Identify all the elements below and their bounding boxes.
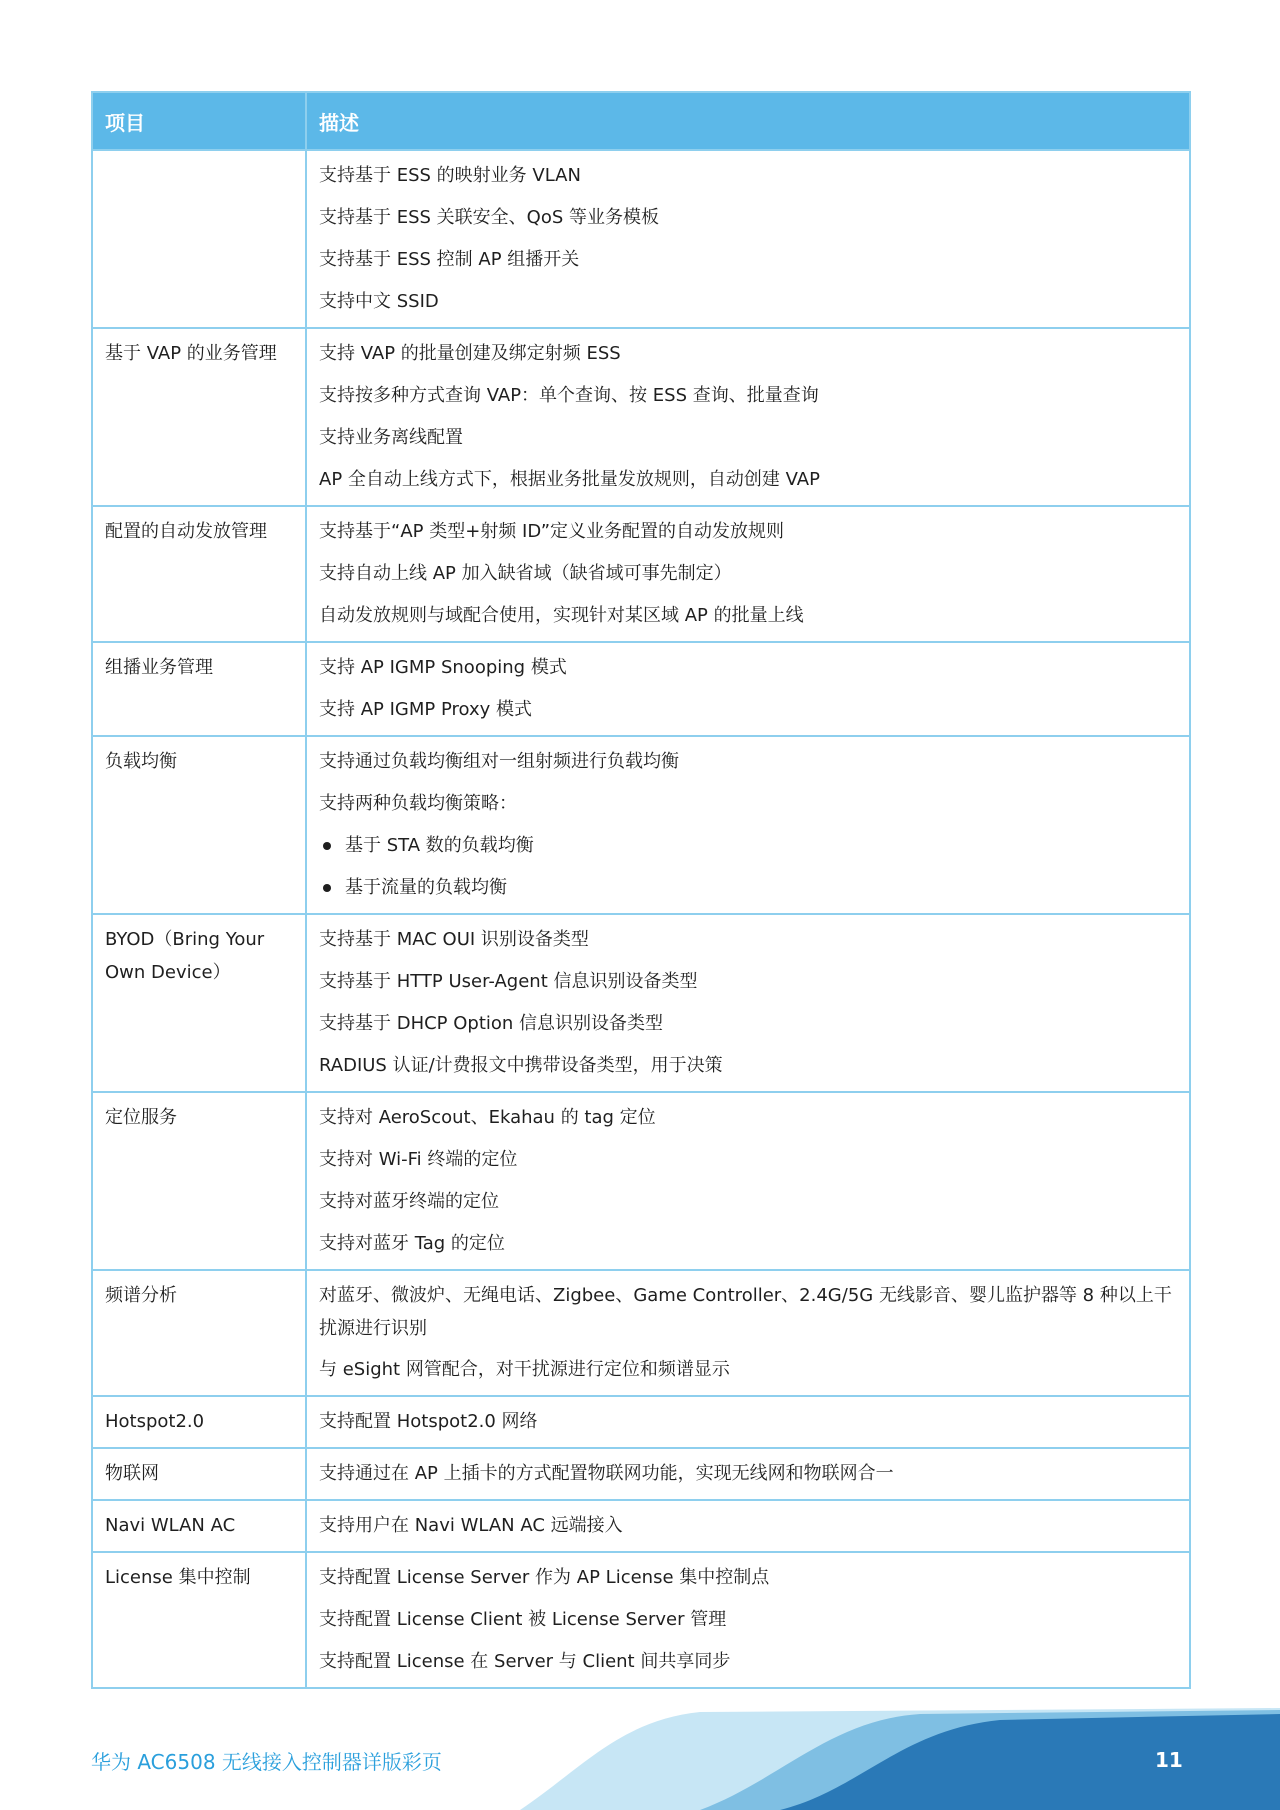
description-cell	[306, 1396, 1190, 1448]
description-line: 支持对蓝牙 Tag 的定位	[319, 1233, 505, 1254]
table-row	[92, 1500, 1190, 1552]
item-text: 频谱分析	[105, 1285, 177, 1306]
item-cell	[92, 328, 306, 506]
description-line: 支持配置 License Client 被 License Server 管理	[319, 1609, 727, 1630]
description-line: RADIUS 认证/计费报文中携带设备类型，用于决策	[319, 1055, 723, 1076]
item-cell	[92, 1448, 306, 1500]
bullet-item	[319, 871, 1179, 905]
description-line: 支持基于 ESS 关联安全、QoS 等业务模板	[319, 207, 659, 228]
item-cell	[92, 150, 306, 328]
description-line: 支持业务离线配置	[319, 427, 463, 448]
bullet-dot-icon	[323, 884, 331, 892]
description-cell	[306, 1092, 1190, 1270]
description-line: 支持通过负载均衡组对一组射频进行负载均衡	[319, 751, 679, 772]
item-text: 配置的自动发放管理	[105, 521, 267, 542]
item-text: 负载均衡	[105, 751, 177, 772]
page-number: 11	[1155, 1748, 1183, 1772]
table-row	[92, 914, 1190, 1092]
description-line: AP 全自动上线方式下，根据业务批量发放规则，自动创建 VAP	[319, 469, 820, 490]
description-line: 支持用户在 Navi WLAN AC 远端接入	[319, 1515, 623, 1536]
item-cell	[92, 736, 306, 914]
description-line: 支持两种负载均衡策略：	[319, 793, 517, 814]
item-cell	[92, 1270, 306, 1396]
description-line: 支持自动上线 AP 加入缺省域（缺省域可事先制定）	[319, 563, 732, 584]
description-cell	[306, 150, 1190, 328]
item-text: 物联网	[105, 1463, 159, 1484]
description-cell	[306, 1552, 1190, 1688]
description-cell	[306, 736, 1190, 914]
description-line: 支持配置 License 在 Server 与 Client 间共享同步	[319, 1651, 731, 1672]
table-row	[92, 1092, 1190, 1270]
description-line: 支持对 Wi-Fi 终端的定位	[319, 1149, 518, 1170]
bullet-text: 基于 STA 数的负载均衡	[345, 835, 534, 856]
item-text: 定位服务	[105, 1107, 177, 1128]
table-row	[92, 1448, 1190, 1500]
item-cell	[92, 1552, 306, 1688]
description-line: 支持基于 HTTP User-Agent 信息识别设备类型	[319, 971, 698, 992]
description-line: 支持对蓝牙终端的定位	[319, 1191, 499, 1212]
description-cell	[306, 1500, 1190, 1552]
table-row	[92, 150, 1190, 328]
item-text: BYOD（Bring Your	[105, 929, 265, 950]
bullet-dot-icon	[323, 842, 331, 850]
bullet-item	[319, 829, 1179, 863]
table-header-row	[92, 92, 1190, 150]
item-cell	[92, 914, 306, 1092]
item-cell	[92, 506, 306, 642]
item-cell	[92, 642, 306, 736]
description-line: 支持对 AeroScout、Ekahau 的 tag 定位	[319, 1107, 656, 1128]
footer-title: 华为 AC6508 无线接入控制器详版彩页	[91, 1750, 442, 1774]
description-line: 与 eSight 网管配合，对干扰源进行定位和频谱显示	[319, 1359, 730, 1380]
table-row	[92, 328, 1190, 506]
item-text: Navi WLAN AC	[105, 1515, 236, 1536]
item-cell	[92, 1092, 306, 1270]
description-line: 支持 VAP 的批量创建及绑定射频 ESS	[319, 343, 621, 364]
item-cell	[92, 1396, 306, 1448]
description-line: 支持 AP IGMP Snooping 模式	[319, 657, 567, 678]
description-line: 自动发放规则与域配合使用，实现针对某区域 AP 的批量上线	[319, 605, 804, 626]
description-line: 支持配置 Hotspot2.0 网络	[319, 1411, 538, 1432]
table-body	[92, 150, 1190, 1688]
description-line: 对蓝牙、微波炉、无绳电话、Zigbee、Game Controller、2.4G/5G 无线影音、婴儿监护器等 8 种以上干扰源进行识别	[319, 1285, 1172, 1339]
description-line: 支持配置 License Server 作为 AP License 集中控制点	[319, 1567, 770, 1588]
description-line: 支持基于 MAC OUI 识别设备类型	[319, 929, 589, 950]
item-text: Hotspot2.0	[105, 1411, 205, 1432]
description-line: 支持按多种方式查询 VAP：单个查询、按 ESS 查询、批量查询	[319, 385, 819, 406]
table-row	[92, 1552, 1190, 1688]
description-cell	[306, 328, 1190, 506]
spec-table	[91, 91, 1191, 1689]
header-item: 项目	[92, 92, 306, 150]
description-cell	[306, 642, 1190, 736]
table-row	[92, 506, 1190, 642]
table-row	[92, 1270, 1190, 1396]
description-line: 支持基于“AP 类型+射频 ID”定义业务配置的自动发放规则	[319, 521, 785, 542]
table-row	[92, 736, 1190, 914]
description-cell	[306, 1448, 1190, 1500]
item-text: License 集中控制	[105, 1567, 251, 1588]
description-line: 支持基于 ESS 的映射业务 VLAN	[319, 165, 581, 186]
header-description: 描述	[306, 92, 1190, 150]
item-text: 基于 VAP 的业务管理	[105, 343, 277, 364]
description-cell	[306, 1270, 1190, 1396]
table-row	[92, 642, 1190, 736]
item-text: Own Device）	[105, 962, 231, 983]
bullet-text: 基于流量的负载均衡	[345, 877, 507, 898]
table-row	[92, 1396, 1190, 1448]
description-line: 支持基于 ESS 控制 AP 组播开关	[319, 249, 580, 270]
description-line: 支持基于 DHCP Option 信息识别设备类型	[319, 1013, 664, 1034]
description-cell	[306, 506, 1190, 642]
description-cell	[306, 914, 1190, 1092]
item-cell	[92, 1500, 306, 1552]
description-line: 支持 AP IGMP Proxy 模式	[319, 699, 533, 720]
item-text: 组播业务管理	[105, 657, 213, 678]
description-line: 支持中文 SSID	[319, 291, 439, 312]
description-line: 支持通过在 AP 上插卡的方式配置物联网功能，实现无线网和物联网合一	[319, 1463, 894, 1484]
